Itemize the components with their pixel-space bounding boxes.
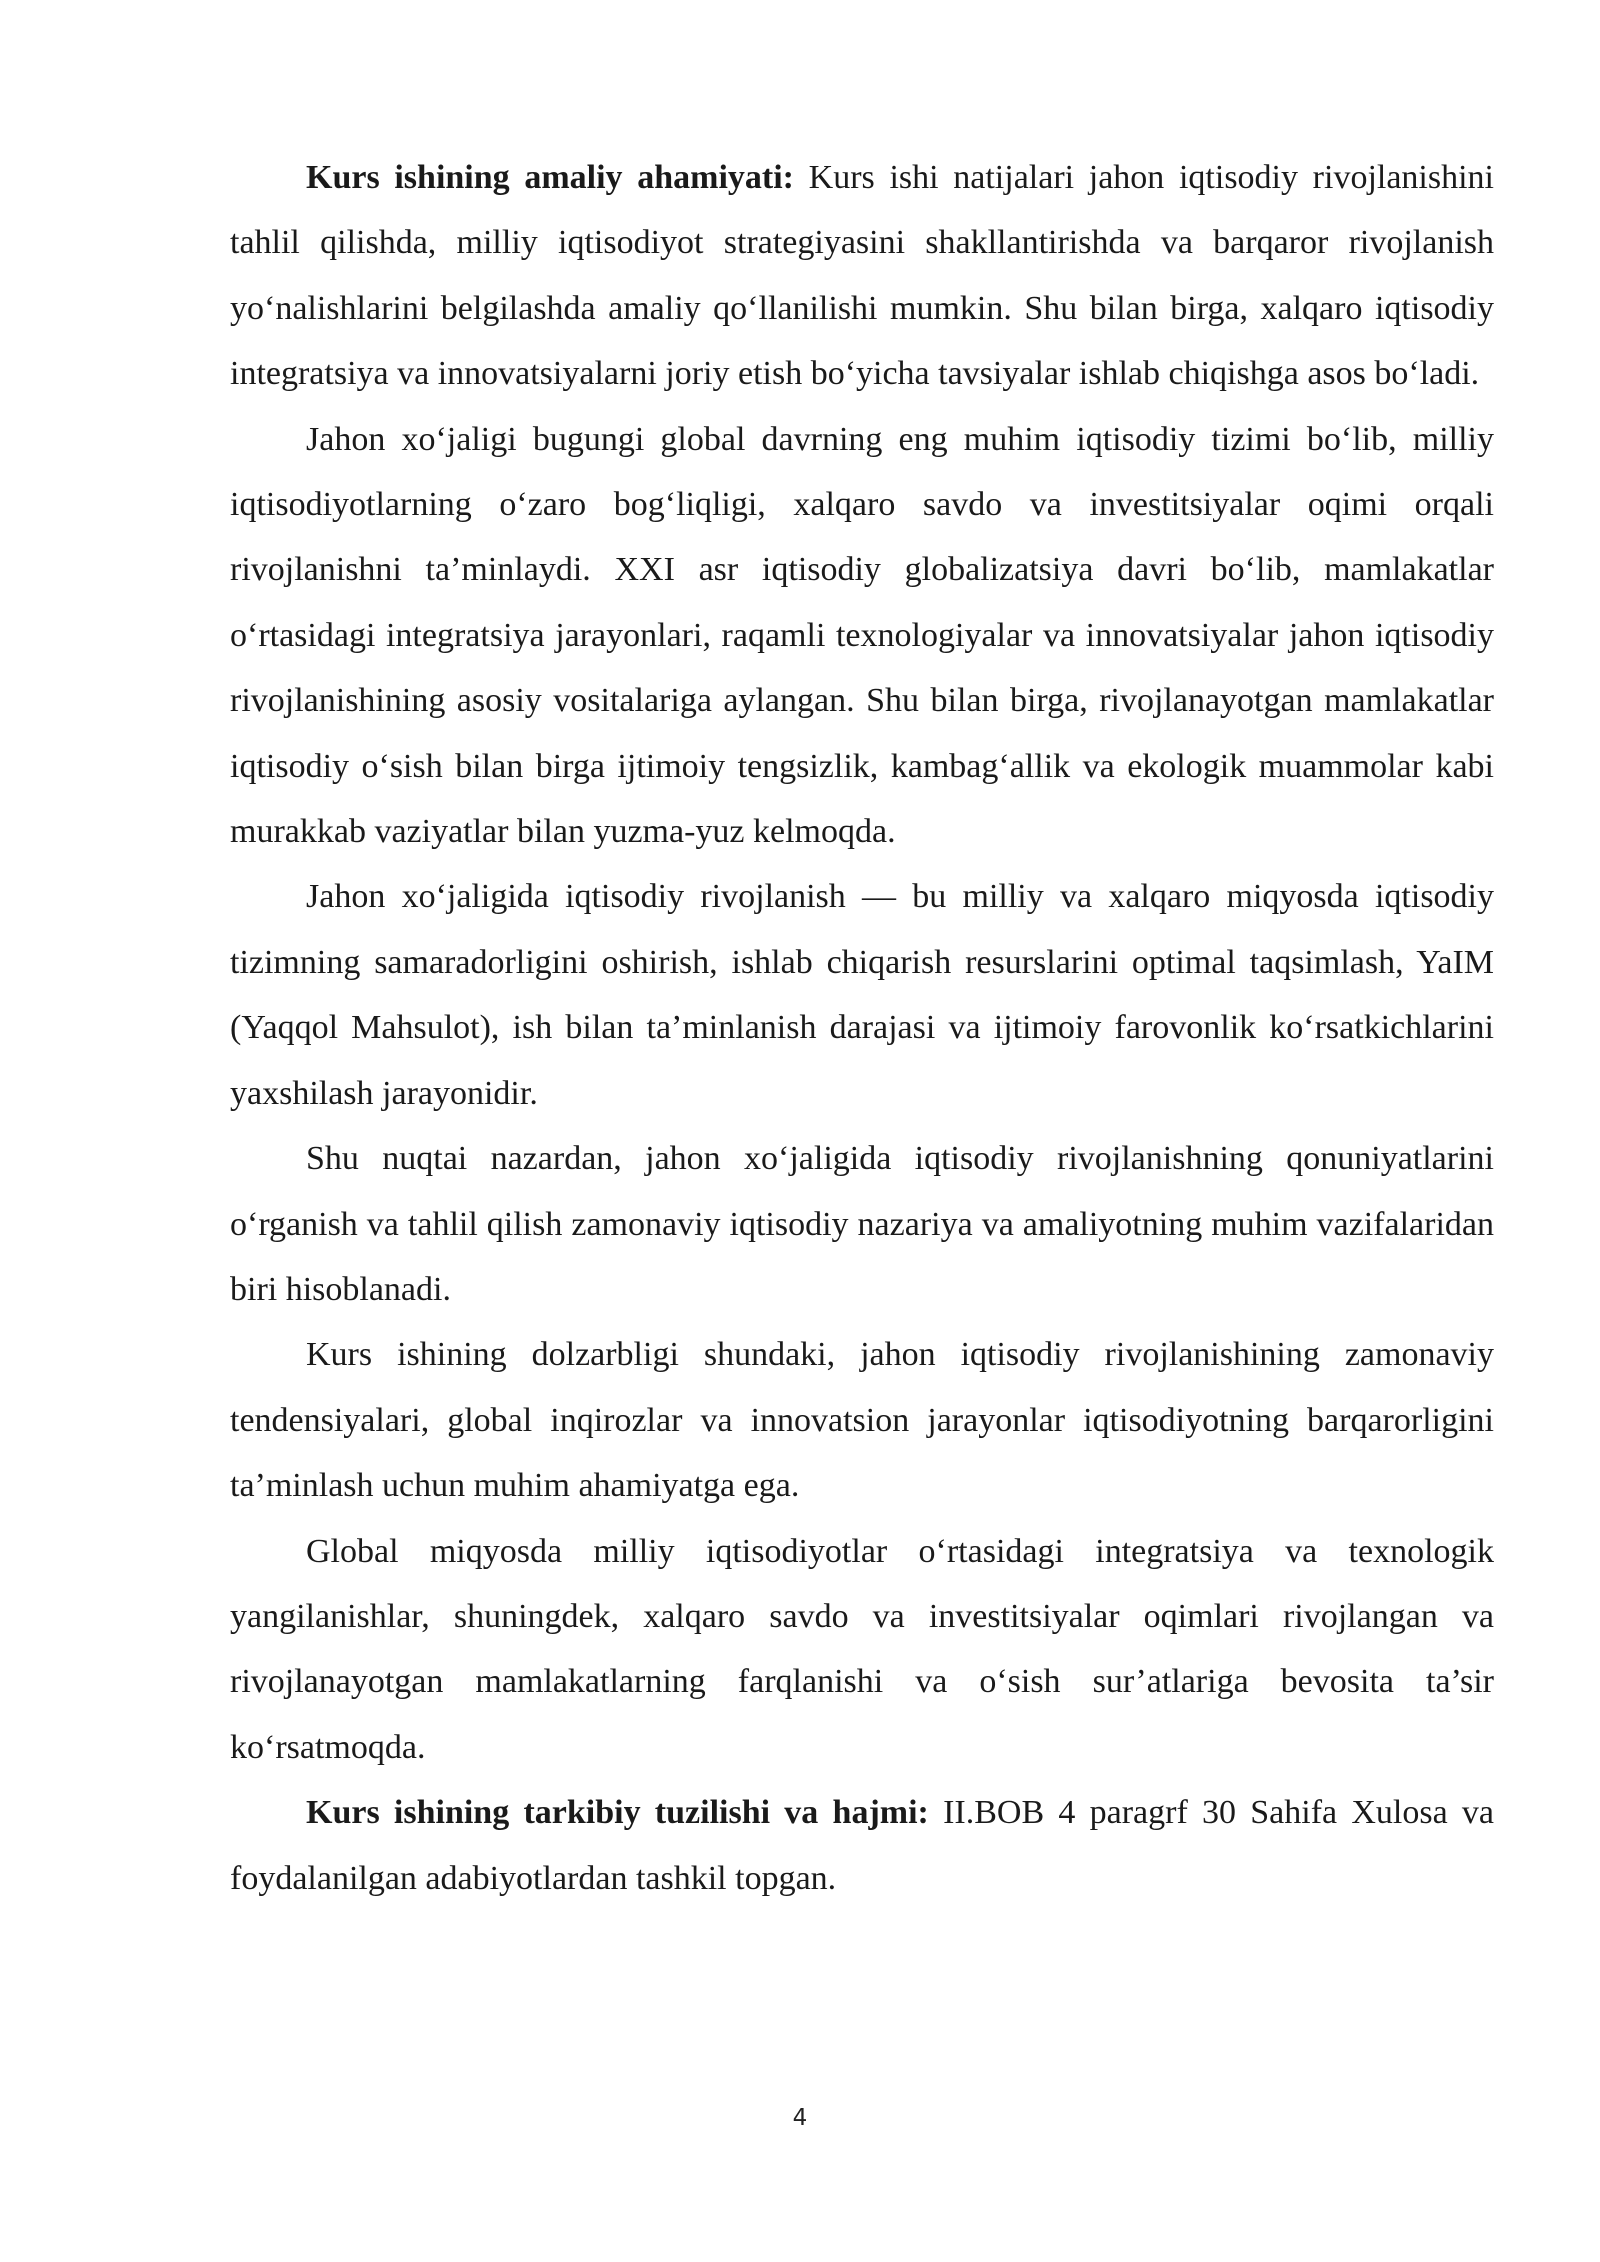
paragraph-relevance bbox=[230, 1322, 1494, 1518]
paragraph-practical-significance bbox=[230, 145, 1494, 407]
paragraph-lead-bold: Kurs ishining tarkibiy tuzilishi va hajmi: bbox=[306, 1794, 929, 1832]
paragraph-lead-bold: Kurs ishining amaliy ahamiyati: bbox=[306, 159, 794, 196]
paragraph-text: II.BOB 4 paragrf 30 Sahifa Xulosa va foydalanilgan adabiyotlardan tashkil topgan. bbox=[230, 1794, 1494, 1897]
paragraph-text: Jahon xo‘jaligi bugungi global davrning eng muhim iqtisodiy tizimi bo‘lib, milliy iqtisodiyotlarning o‘zaro bog‘liqligi, xalqaro savdo va investitsiyalar oqimi orqali rivojlanishni ta’minlaydi. XXI asr iqtisodiy globalizatsiya davri bo‘lib, mamlakatlar o‘rtasidagi integratsiya jarayonlari, raqamli texnologiyalar va innovatsiyalar jahon iqtisodiy rivojlanishining asosiy vositalariga aylangan. Shu bilan birga, rivojlanayotgan mamlakatlar iqtisodiy o‘sish bilan birga ijtimoiy tengsizlik, kambag‘allik va ekologik muammolar kabi murakkab vaziyatlar bilan yuzma-yuz kelmoqda. bbox=[230, 420, 1494, 851]
paragraph-economic-development bbox=[230, 864, 1494, 1126]
paragraph-point-of-view bbox=[230, 1126, 1494, 1322]
paragraph-text: Shu nuqtai nazardan, jahon xo‘jaligida iqtisodiy rivojlanishning qonuniyatlarini o‘rganish va tahlil qilish zamonaviy iqtisodiy nazariya va amaliyotning muhim vazifalaridan biri hisoblanadi. bbox=[230, 1140, 1494, 1308]
page-number: 4 bbox=[792, 2105, 808, 2131]
paragraph-global-integration bbox=[230, 1519, 1494, 1781]
paragraph-structure-volume bbox=[230, 1780, 1494, 1911]
paragraph-text: Kurs ishining dolzarbligi shundaki, jahon iqtisodiy rivojlanishining zamonaviy tendensiyalari, global inqirozlar va innovatsion jarayonlar iqtisodiyotning barqarorligini ta’minlash uchun muhim ahamiyatga ega. bbox=[230, 1336, 1494, 1505]
paragraph-text: Jahon xo‘jaligida iqtisodiy rivojlanish — bu milliy va xalqaro miqyosda iqtisodiy tizimning samaradorligini oshirish, ishlab chiqarish resurslarini optimal taqsimlash, YaIM (Yaqqol Mahsulot), ish bilan ta’minlanish darajasi va ijtimoiy farovonlik ko‘rsatkichlarini yaxshilash jarayonidir. bbox=[230, 878, 1494, 1112]
paragraph-world-economy bbox=[230, 407, 1494, 865]
paragraph-text: Kurs ishi natijalari jahon iqtisodiy rivojlanishini tahlil qilishda, milliy iqtisodiyot strategiyasini shakllantirishda va barqaror rivojlanish yo‘nalishlarini belgilashda amaliy qo‘llanilishi mumkin. Shu bilan birga, xalqaro iqtisodiy integratsiya va innovatsiyalarni joriy etish bo‘yicha tavsiyalar ishlab chiqishga asos bo‘ladi. bbox=[230, 159, 1494, 393]
paragraph-text: Global miqyosda milliy iqtisodiyotlar o‘rtasidagi integratsiya va texnologik yangilanishlar, shuningdek, xalqaro savdo va investitsiyalar oqimlari rivojlangan va rivojlanayotgan mamlakatlarning farqlanishi va o‘sish sur’atlariga bevosita ta’sir ko‘rsatmoqda. bbox=[230, 1532, 1494, 1766]
page-body bbox=[230, 145, 1494, 1911]
